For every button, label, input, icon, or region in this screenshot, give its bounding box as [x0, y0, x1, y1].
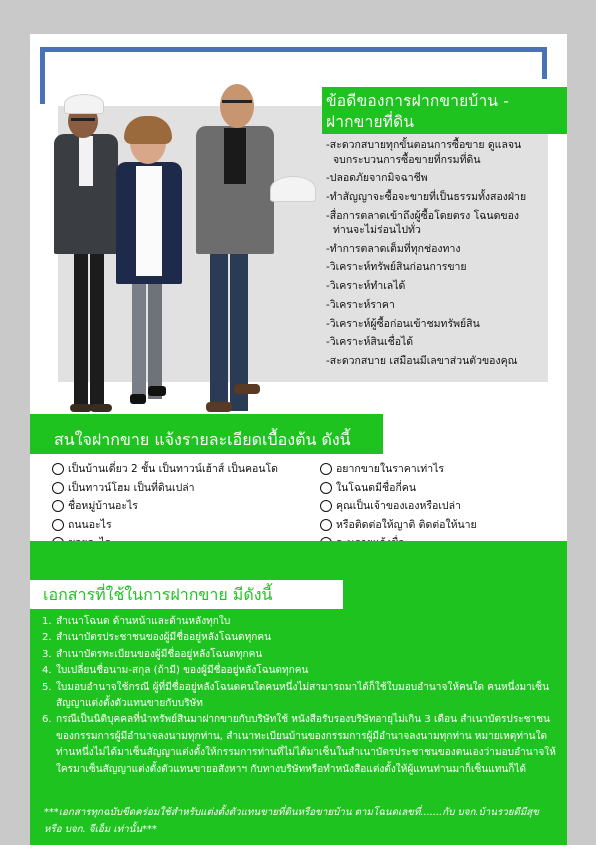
list-item [326, 138, 562, 167]
advantage-text: -สื่อการตลาดเข้าถึงผู้ซื้อโดยตรง โฉนดของ [326, 209, 520, 222]
list-item [326, 171, 562, 186]
advantage-text: -ทำการตลาดเต็มที่ทุกช่องทาง [326, 242, 461, 255]
interest-title: สนใจฝากขาย แจ้งรายละเอียดเบื้องต้น ดังนี้ [30, 414, 383, 454]
circle-checkbox-icon[interactable] [320, 519, 332, 531]
option-label: อยากขายในราคาเท่าไร [336, 463, 445, 476]
circle-checkbox-icon[interactable] [52, 482, 64, 494]
checkbox-option[interactable] [320, 497, 547, 516]
option-label: ถนนอะไร [68, 518, 112, 531]
item-number: 6. [42, 714, 52, 726]
list-item [42, 663, 560, 679]
documents-list [42, 614, 560, 778]
list-item [42, 614, 560, 630]
agents-photo [30, 34, 326, 414]
item-text: สำเนาบัตรประชาชนของผู้มีชื่ออยู่หลังโฉนดทุกคน [56, 632, 272, 644]
list-item [42, 712, 560, 778]
circle-checkbox-icon[interactable] [52, 463, 64, 475]
checkbox-option[interactable] [320, 479, 547, 498]
documents-title: เอกสารที่ใช้ในการฝากขาย มีดังนี้ [30, 580, 343, 609]
checkbox-option[interactable] [52, 497, 278, 516]
advantage-text: -ปลอดภัยจากมิจฉาชีพ [326, 172, 428, 185]
advantage-text: -สะดวกสบายทุกขั้นตอนการซื้อขาย ดูแลจน [326, 139, 522, 151]
option-label: ชื่อหมู่บ้านอะไร [68, 500, 138, 513]
item-text: ใบเปลี่ยนชื่อนาม-สกุล (ถ้ามี) ของผู้มีชื่ออยู่หลังโฉนดทุกคน [56, 665, 309, 677]
list-item [326, 279, 562, 294]
item-text: สำเนาโฉนด ด้านหน้าและด้านหลังทุกใบ [56, 616, 231, 627]
circle-checkbox-icon[interactable] [320, 482, 332, 494]
option-label: เป็นทาวน์โฮม เป็นที่ดินเปล่า [68, 481, 195, 494]
advantage-text: -วิเคราะห์ราคา [326, 298, 395, 311]
option-label: เป็นบ้านเดี่ยว 2 ชั้น เป็นทาวน์เฮ้าส์ เป็นคอนโด [68, 463, 278, 476]
advantage-text-cont: ท่านจะไม่ร่อนไปทั่ว [333, 224, 421, 237]
option-label: หรือติดต่อให้ญาติ ติดต่อให้นาย [336, 518, 477, 531]
list-item [326, 335, 562, 350]
item-text: สำเนาบัตรทะเบียนของผู้มีชื่ออยู่หลังโฉนดทุกคน [56, 648, 263, 660]
list-item [326, 298, 562, 313]
option-label: ในโฉนดมีชื่อกี่คน [336, 481, 417, 494]
checkbox-option[interactable] [52, 460, 278, 479]
item-number: 3. [42, 648, 52, 660]
item-text: กรณีเป็นนิติบุคคลที่นำทรัพย์สินมาฝากขายกับบริษัทใช้ หนังสือรับรองบริษัทอายุไม่เกิน 3 เดือน สำเนาบัตรประชาชนของกรรมการผู้มีอำนาจลงนามทุกท่าน, สำเนาทะเบียนบ้านของกรรมการผู้มีอำนาจลงนามทุกท่าน หมายเหตุท่านใดท่านหนึ่งไม่ได้มาเซ็นสัญญาแต่งตั้งให้กรรมการท่านที่ไม่ได้มาเซ็นในสำเนาบัตรประชาชนของตนเองว่ามอบอำนาจให้ใครมาเซ็นสัญญาแต่งตั้งตัวแทนขายอสังหาฯ กับทางบริษัทหรือทำหนังสือแต่งตั้งให้ผู้แทนท่านมาก็เซ็นแทนก็ได้ [56, 714, 556, 775]
circle-checkbox-icon[interactable] [320, 500, 332, 512]
list-item [42, 630, 560, 646]
checkbox-option[interactable] [320, 516, 547, 535]
blue-frame-right [542, 47, 547, 79]
advantage-text: -วิเคราะห์ทรัพย์สินก่อนการขาย [326, 261, 467, 274]
documents-note: ***เอกสารทุกฉบับขีดคร่อมใช้สำหรับแต่งตั้งตัวแทนขายที่ดินหรือขายบ้าน ตามโฉนดเลขที่.......กับ บจก.บ้านรวยดีมีสุข หรือ บจก. จีเอ็ม เท่านั้น*** [44, 807, 539, 835]
list-item [326, 242, 562, 257]
advantages-title [322, 87, 567, 134]
advantage-text: -ทำสัญญาจะซื้อจะขายที่เป็นธรรมทั้งสองฝ่าย [326, 190, 527, 203]
list-item [326, 354, 562, 369]
advantage-text: -วิเคราะห์ผู้ซื้อก่อนเข้าชมทรัพย์สิน [326, 317, 480, 330]
circle-checkbox-icon[interactable] [52, 519, 64, 531]
checkbox-option[interactable] [320, 460, 547, 479]
advantage-text: -สะดวกสบาย เสมือนมีเลขาส่วนตัวของคุณ [326, 354, 518, 367]
list-item [326, 317, 562, 332]
list-item [326, 209, 562, 238]
item-number: 1. [42, 616, 52, 627]
checkbox-option[interactable] [52, 516, 278, 535]
advantages-list [326, 138, 562, 373]
list-item [326, 190, 562, 205]
flyer-sheet [30, 34, 567, 845]
circle-checkbox-icon[interactable] [52, 500, 64, 512]
option-label: คุณเป็นเจ้าของเองหรือเปล่า [336, 500, 461, 513]
advantages-title-line1: ข้อดีของการฝากขายบ้าน - [326, 92, 510, 110]
list-item [42, 647, 560, 663]
circle-checkbox-icon[interactable] [320, 463, 332, 475]
advantages-title-line2: ฝากขายที่ดิน [326, 113, 415, 131]
list-item [326, 260, 562, 275]
item-number: 5. [42, 681, 52, 693]
item-number: 4. [42, 665, 52, 677]
advantage-text: -วิเคราะห์สินเชื่อได้ [326, 336, 414, 349]
item-number: 2. [42, 632, 52, 644]
checkbox-option[interactable] [52, 479, 278, 498]
advantage-text-cont: จบกระบวนการซื้อขายที่กรมที่ดิน [333, 153, 481, 166]
list-item [42, 680, 560, 713]
item-text: ใบมอบอำนาจใช้กรณี ผู้ที่มีชื่ออยู่หลังโฉนดคนใดคนหนึ่งไม่สามารถมาได้ก็ใช้ใบมอบอำนาจให้คนใด คนหนึ่งมาเซ็นสัญญาแต่งตั้งตัวแทนขายกับบริษัท [56, 681, 549, 710]
advantage-text: -วิเคราะห์ทำเลได้ [326, 280, 406, 293]
